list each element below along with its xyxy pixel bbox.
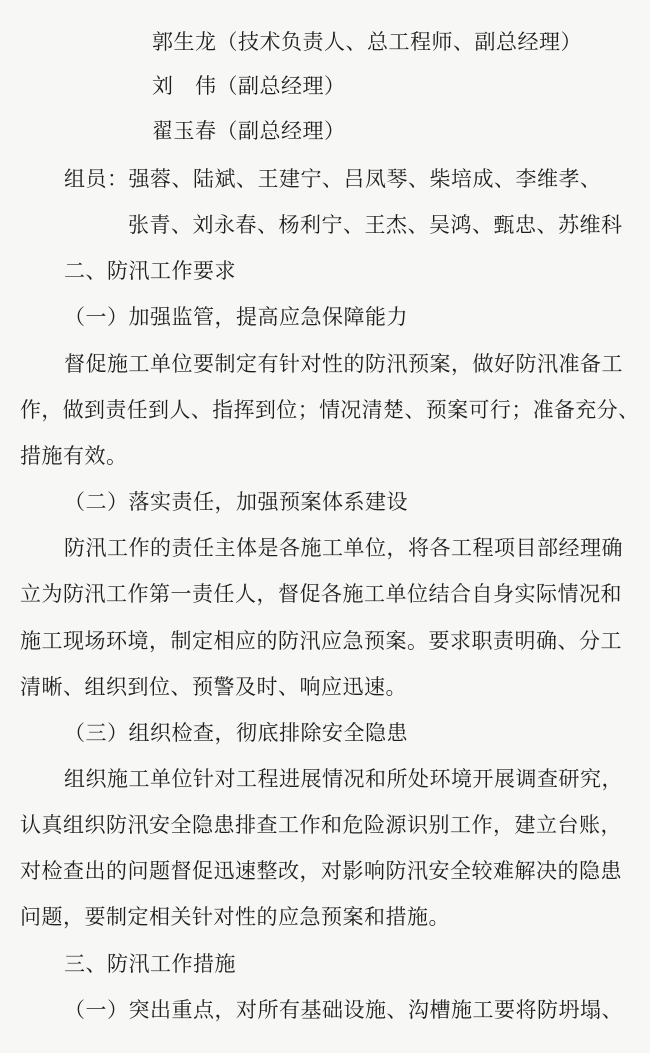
section-2-sub1-title: （一）加强监管，提高应急保障能力 <box>64 305 408 329</box>
leader-zhai: 翟玉春（副总经理） <box>152 119 346 143</box>
section-2-sub3-line-3: 对检查出的问题督促迅速整改，对影响防汛安全较难解决的隐患 <box>20 859 622 883</box>
section-2-sub1-line-2: 作，做到责任到人、指挥到位；情况清楚、预案可行；准备充分、 <box>20 398 640 422</box>
members-line-1: 组员：强蓉、陆斌、王建宁、吕凤琴、柴培成、李维孝、 <box>64 167 602 191</box>
section-2-sub1-line-1: 督促施工单位要制定有针对性的防汛预案，做好防汛准备工 <box>64 352 623 376</box>
members-line-2: 张青、刘永春、杨利宁、王杰、吴鸿、甄忠、苏维科 <box>128 213 623 237</box>
section-2-sub2-line-4: 清晰、组织到位、预警及时、响应迅速。 <box>20 675 407 699</box>
section-2-sub3-line-2: 认真组织防汛安全隐患排查工作和危险源识别工作，建立台账， <box>20 813 622 837</box>
section-2-sub2-line-3: 施工现场环境，制定相应的防汛应急预案。要求职责明确、分工 <box>20 629 622 653</box>
section-2-sub2-line-1: 防汛工作的责任主体是各施工单位，将各工程项目部经理确 <box>64 536 623 560</box>
section-2-sub2-title: （二）落实责任，加强预案体系建设 <box>64 490 408 514</box>
leader-liu: 刘 伟（副总经理） <box>152 74 346 98</box>
section-2-sub3-line-1: 组织施工单位针对工程进展情况和所处环境开展调查研究， <box>64 767 623 791</box>
section-2-heading: 二、防汛工作要求 <box>64 259 236 283</box>
leader-guo: 郭生龙（技术负责人、总工程师、副总经理） <box>152 30 582 54</box>
section-3-sub1-line-1: （一）突出重点，对所有基础设施、沟槽施工要将防坍塌、 <box>64 998 623 1022</box>
section-3-heading: 三、防汛工作措施 <box>64 952 236 976</box>
section-2-sub1-line-3: 措施有效。 <box>20 444 128 468</box>
section-2-sub2-line-2: 立为防汛工作第一责任人，督促各施工单位结合自身实际情况和 <box>20 582 622 606</box>
section-2-sub3-line-4: 问题，要制定相关针对性的应急预案和措施。 <box>20 905 450 929</box>
section-2-sub3-title: （三）组织检查，彻底排除安全隐患 <box>64 721 408 745</box>
